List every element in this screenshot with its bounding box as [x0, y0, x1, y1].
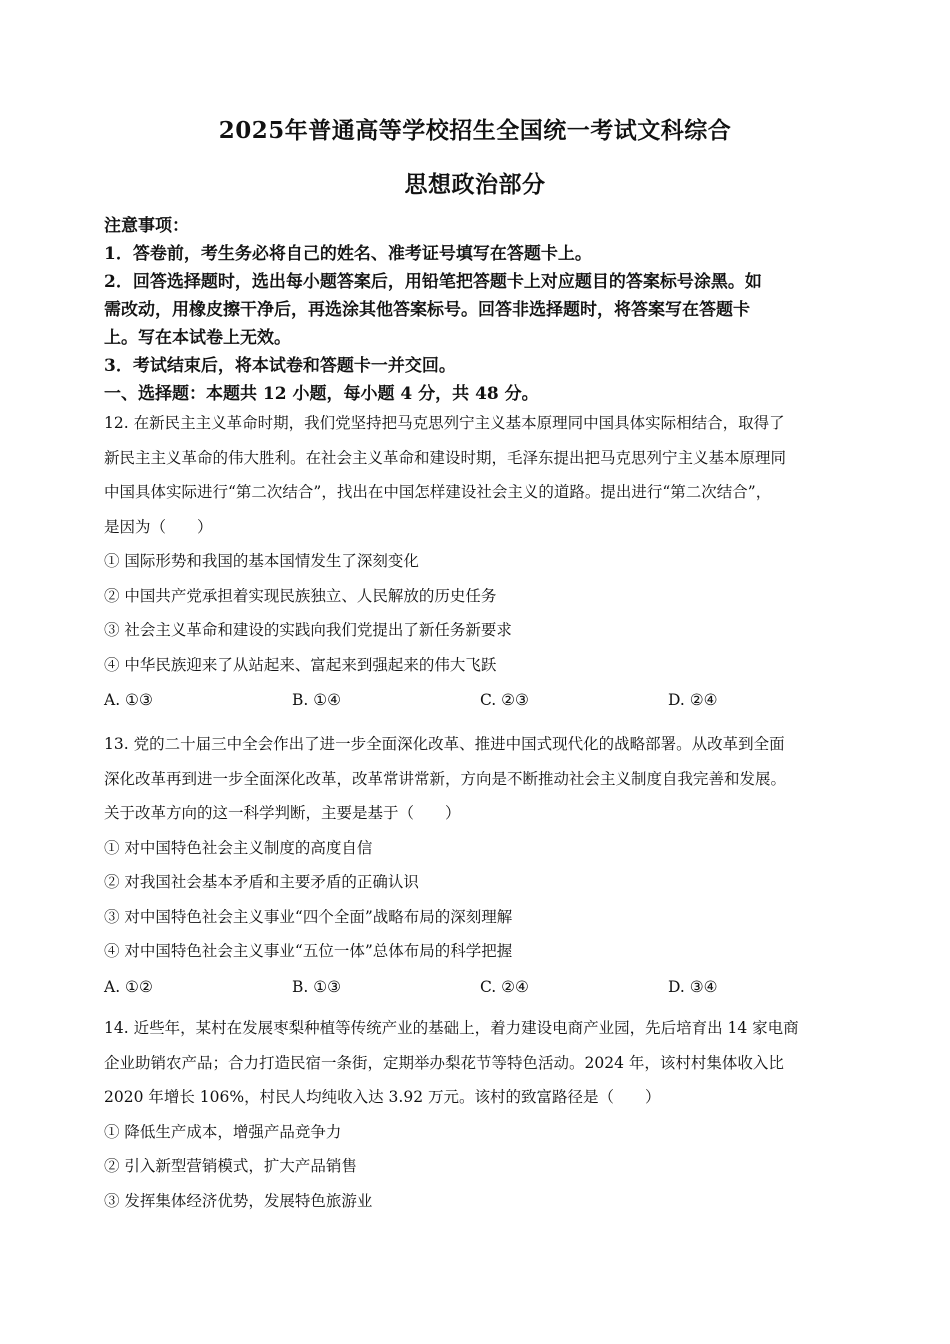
question-statement: ① 对中国特色社会主义制度的高度自信: [104, 838, 373, 857]
notice-line: 需改动，用橡皮擦干净后，再选涂其他答案标号。回答非选择题时，将答案写在答题卡: [104, 300, 750, 320]
choice-a: A. ①③: [104, 691, 153, 709]
question-stem-line: 是因为（ ）: [104, 517, 213, 536]
question-statement: ② 对我国社会基本矛盾和主要矛盾的正确认识: [104, 873, 419, 891]
choice-d: D. ③④: [668, 977, 718, 996]
question-12: [104, 406, 856, 718]
choice-b: B. ①④: [292, 691, 342, 709]
choice-d: D. ②④: [668, 691, 718, 709]
question-statement: ① 降低生产成本，增强产品竞争力: [104, 1122, 342, 1141]
question-statement: ② 引入新型营销模式，扩大产品销售: [104, 1157, 357, 1175]
question-stem-line: 13. 党的二十届三中全会作出了进一步全面深化改革、推进中国式现代化的战略部署。从改革到全面: [104, 735, 785, 753]
question-stem-line: 关于改革方向的这一科学判断，主要是基于（ ）: [104, 804, 461, 822]
answer-choices: [104, 969, 856, 1005]
question-stem-line: 深化改革再到进一步全面深化改革，改革常讲常新，方向是不断推动社会主义制度自我完善和发展。: [104, 769, 787, 788]
choice-b: B. ①③: [292, 977, 342, 996]
exam-subtitle: 思想政治部分: [404, 171, 546, 198]
question-stem-line: 14. 近些年，某村在发展枣梨种植等传统产业的基础上，着力建设电商产业园，先后培育出 14 家电商: [104, 1019, 799, 1037]
choice-c: C. ②④: [480, 977, 529, 996]
choice-c: C. ②③: [480, 691, 529, 709]
question-stem-line: 12. 在新民主主义革命时期，我们党坚持把马克思列宁主义基本原理同中国具体实际相结合，取得了: [104, 414, 785, 432]
question-statement: ④ 对中国特色社会主义事业“五位一体”总体布局的科学把握: [104, 942, 513, 960]
question-statement: ② 中国共产党承担着实现民族独立、人民解放的历史任务: [104, 586, 497, 605]
question-statement: ③ 社会主义革命和建设的实践向我们党提出了新任务新要求: [104, 621, 512, 639]
notice-heading: 注意事项：: [104, 216, 189, 236]
question-stem-line: 新民主主义革命的伟大胜利。在社会主义革命和建设时期，毛泽东提出把马克思列宁主义基本原理同: [104, 448, 787, 467]
question-statement: ① 国际形势和我国的基本国情发生了深刻变化: [104, 552, 419, 570]
notice-line: 3．考试结束后，将本试卷和答题卡一并交回。: [104, 356, 456, 376]
notice-line: 1．答卷前，考生务必将自己的姓名、准考证号填写在答题卡上。: [104, 244, 592, 264]
question-stem-line: 2020 年增长 106%，村民人均纯收入达 3.92 万元。该村的致富路径是（ ）: [104, 1088, 661, 1106]
question-stem-line: 中国具体实际进行“第二次结合”，找出在中国怎样建设社会主义的道路。提出进行“第二次结合”，: [104, 483, 772, 501]
question-13: [104, 727, 856, 1005]
question-14: [104, 1011, 856, 1218]
question-statement: ③ 发挥集体经济优势，发展特色旅游业: [104, 1191, 373, 1210]
notice-line: 2．回答选择题时，选出每小题答案后，用铅笔把答题卡上对应题目的答案标号涂黑。如: [104, 272, 762, 292]
notice-line: 上。写在本试卷上无效。: [104, 328, 291, 348]
choice-a: A. ①②: [104, 977, 153, 996]
question-statement: ④ 中华民族迎来了从站起来、富起来到强起来的伟大飞跃: [104, 655, 497, 674]
question-statement: ③ 对中国特色社会主义事业“四个全面”战略布局的深刻理解: [104, 907, 513, 926]
answer-choices: [104, 682, 856, 718]
exam-title: 2025年普通高等学校招生全国统一考试文科综合: [218, 117, 732, 144]
section-heading: 一、选择题：本题共 12 小题，每小题 4 分，共 48 分。: [104, 384, 539, 404]
question-stem-line: 企业助销农产品；合力打造民宿一条街，定期举办梨花节等特色活动。2024 年，该村村集体收入比: [104, 1053, 784, 1072]
notice-block: [104, 212, 854, 408]
